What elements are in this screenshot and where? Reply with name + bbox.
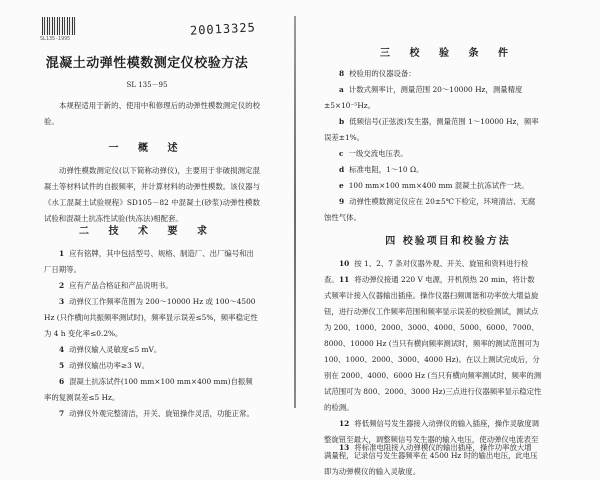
section-heading-methods: 四 校验项目和校验方法 [385, 236, 511, 247]
section-heading-conditions: 三 校 验 条 件 [380, 48, 516, 59]
list-item: 4 动弹仪输入灵敏度≤5 mV。 [59, 345, 162, 354]
intro-paragraph: 本规程适用于新的、使用中和修理后的动弹性模数测定仪的校验。 [44, 101, 260, 126]
left-page [0, 0, 294, 424]
list-item: a 计数式频率计，测量范围 20～10000 Hz，测量精度±5×10⁻⁵Hz。 [324, 85, 523, 110]
list-item: 5 动弹仪输出功率≥3 W。 [59, 361, 150, 370]
list-item: 8 校验用的仪器设备： [339, 69, 416, 78]
list-item: c 一级交流电压表。 [339, 149, 408, 158]
list-item: 2 应有产品合格证和产品说明书。 [59, 281, 173, 290]
barcode-icon [42, 17, 76, 35]
list-item: b 低频信号(正弦波)发生器，测量范围 1～10000 Hz，频率误差±1%。 [324, 117, 539, 142]
section-heading-requirements: 二 技 术 要 求 [79, 226, 215, 237]
list-item: 9 动弹性模数测定仪应在 20±5℃下检定，环境清洁、无腐蚀性气体。 [324, 197, 536, 222]
list-item: 10 按 1、2、7 条对仪器外观、开关、旋钮和资料进行检查。 [324, 259, 529, 284]
list-item: e 100 mm×100 mm×400 mm 混凝土抗冻试件一块。 [339, 181, 529, 190]
list-item: d 标准电阻，1～10 Ω。 [339, 165, 424, 174]
list-item: 6 混凝土抗冻试件(100 mm×100 mm×400 mm)自振频率的复测误差≤5 Hz。 [44, 377, 253, 402]
stamp-number: 20013325 [189, 20, 257, 38]
list-item: 7 动弹仪外观完整清洁，开关、旋钮操作灵活，功能正常。 [59, 409, 254, 418]
list-item: 3 动弹仪工作频率范围为 200～10000 Hz 或 100～4500 Hz (只作横向共振频率测试时)，频率显示误差≤5%，频率稳定性为 4 h 变化率≤0.2%。 [44, 297, 258, 338]
list-item: 13 将标准电阻接入动弹模仪的输出插座，操作功率放大增 [339, 443, 532, 452]
list-item: 1 应有铭牌，其中包括型号、规格、制造厂、出厂编号和出厂日期等。 [44, 249, 254, 274]
standard-code: SL 135－95 [126, 81, 168, 89]
document-title: 混凝土动弹性模数测定仪校验方法 [45, 56, 249, 71]
overview-paragraph: 动弹性模数测定仪(以下简称动弹仪)，主要用于非破损测定混凝土等材料试件的自振频率，并计算材料的动弹性模数。该仪器与《水工混凝土试验规程》SD105－82 中混凝土(砂浆)动弹性模数试验和混凝土抗冻性试验(快冻法)相配套。 [44, 166, 260, 223]
list-item: 12 将低频信号发生器接入动弹仪的输入插座，操作灵敏度调整旋钮至最大，调整频信号发生器的输入电压，使动弹仪电流表至满量程，记录信号发生器频率在 4500 Hz 时的输出电压，此电压即为动弹模仪的输入灵敏度。 [324, 419, 540, 476]
right-page [296, 0, 600, 476]
list-item: 11 将动弹仪接通 220 V 电源，开机预热 20 min，将计数式频率计接入仪器输出插座。操作仪器扫频调谐和功率放大增益旋钮，进行动弹仪工作频率范围和频率显示误差的校验测试，测试点为 200、1000、2000、3000、4000、5000、6000、7000、8000、10000 Hz (当只有横向频率测试时，频率的测试范围可为 100、1000、2000、3000、4000 Hz)。在以上测试完成后，分别在 2000、4000、6000 Hz (当只有横向频率测试时，频率的测试范围可为 800、2000、3000 Hz)三点进行仪器频率显示稳定性的检测。 [324, 275, 542, 412]
section-heading-overview: 一 概 述 [108, 143, 186, 154]
barcode-caption: SL135-1995 [40, 36, 71, 42]
